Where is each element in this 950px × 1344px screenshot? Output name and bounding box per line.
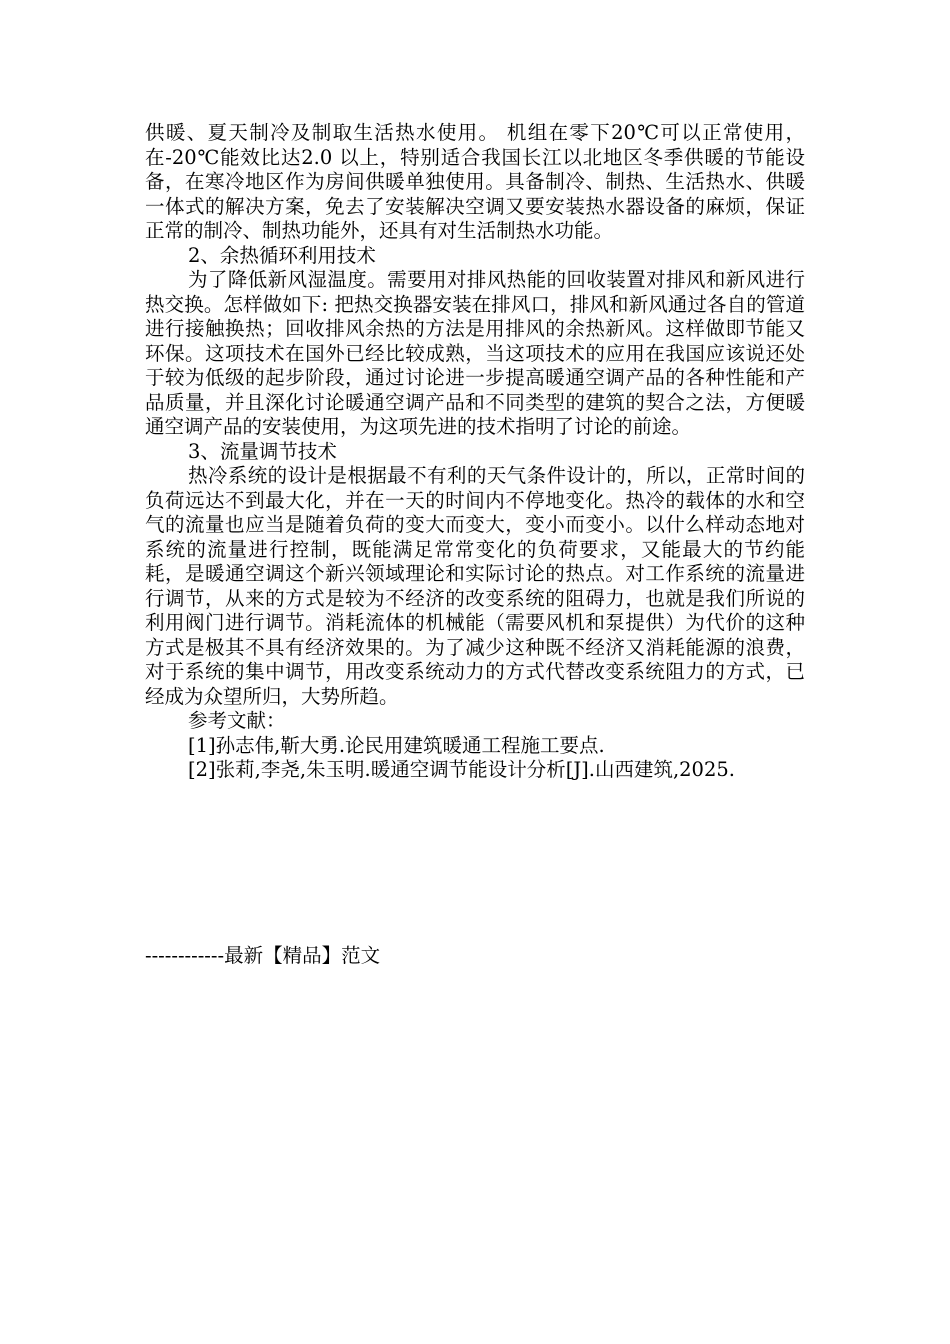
footer-tagline: ------------最新【精品】范文 <box>145 944 381 967</box>
reference-item-2: [2]张莉,李尧,朱玉明.暖通空调节能设计分析[J].山西建筑,2025. <box>188 758 735 781</box>
references-heading: 参考文献： <box>188 709 286 732</box>
section-heading-waste-heat: 2、余热循环利用技术 <box>188 243 376 267</box>
paragraph-heat-pump-intro: 供暖、夏天制冷及制取生活热水使用。 机组在零下20℃可以正常使用，在-20℃能效比达2.0 以上，特别适合我国长江以北地区冬季供暖的节能设备，在寒冷地区作为房间供暖单独使用。具备制冷、制热、生活热水、供暖一体式的解决方案，免去了安装解决空调又要安装热水器设备的麻烦，保证正常的制冷、制热功能外，还具有对生活制热水功能。 <box>145 121 805 242</box>
document-body <box>145 121 805 783</box>
section-heading-flow-regulation: 3、流量调节技术 <box>188 439 337 463</box>
paragraph-flow-regulation: 热冷系统的设计是根据最不有利的天气条件设计的，所以，正常时间的负荷远达不到最大化，并在一天的时间内不停地变化。热冷的载体的水和空气的流量也应当是随着负荷的变大而变大，变小而变小。以什么样动态地对系统的流量进行控制，既能满足常常变化的负荷要求，又能最大的节约能耗，是暖通空调这个新兴领域理论和实际讨论的热点。对工作系统的流量进行调节，从来的方式是较为不经济的改变系统的阻碍力，也就是我们所说的利用阀门进行调节。消耗流体的机械能（需要风机和泵提供）为代价的这种方式是极其不具有经济效果的。为了减少这种既不经济又消耗能源的浪费，对于系统的集中调节，用改变系统动力的方式代替改变系统阻力的方式，已经成为众望所归，大势所趋。 <box>145 464 805 708</box>
reference-item-1: [1]孙志伟,靳大勇.论民用建筑暖通工程施工要点. <box>188 733 605 757</box>
paragraph-waste-heat: 为了降低新风湿温度。需要用对排风热能的回收装置对排风和新风进行热交换。怎样做如下: 把热交换器安装在排风口，排风和新风通过各自的管道进行接触换热；回收排风余热的方法是用排风的余热新风。这样做即节能又环保。这项技术在国外已经比较成熟，当这项技术的应用在我国应该说还处于较为低级的起步阶段，通过讨论进一步提高暖通空调产品的各种性能和产品质量，并且深化讨论暖通空调产品和不同类型的建筑的契合之法，方便暖通空调产品的安装使用，为这项先进的技术指明了讨论的前途。 <box>145 268 805 438</box>
